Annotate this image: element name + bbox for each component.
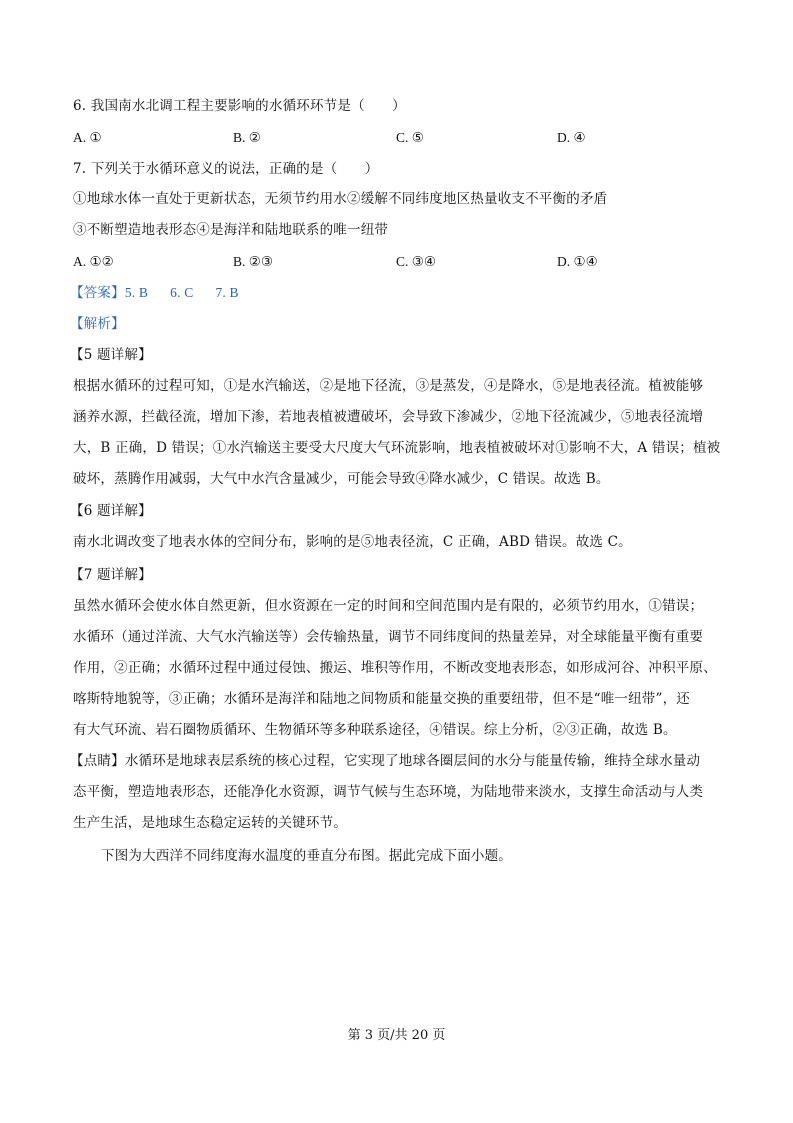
- answer-5: 5. B: [124, 285, 149, 300]
- detail-7-line: 有大气环流、岩石圈物质循环、生物循环等多种联系途径，④错误。综上分析，②③正确，故选 B。: [73, 722, 677, 738]
- next-section-intro: 下图为大西洋不同纬度海水温度的垂直分布图。据此完成下面小题。: [101, 848, 512, 864]
- detail-5-heading: 【5 题详解】: [70, 347, 152, 363]
- q6-option-c: C. ⑤: [396, 130, 424, 145]
- answer-label: 【答案】: [70, 285, 125, 301]
- question-7-statement-1: ①地球水体一直处于更新状态，无须节约用水②缓解不同纬度地区热量收支不平衡的矛盾: [73, 191, 608, 207]
- note-line-2: 态平衡，塑造地表形态，还能净化水资源，调节气候与生态环境，为陆地带来淡水，支撑生命活动与人类: [73, 784, 704, 800]
- detail-7-line: 虽然水循环会使水体自然更新，但水资源在一定的时间和空间范围内是有限的，必须节约用水，①错误；: [73, 598, 704, 614]
- question-7-stem: 7. 下列关于水循环意义的说法，正确的是（ ）: [73, 161, 379, 177]
- detail-5-line: 根据水循环的过程可知，①是水汽输送，②是地下径流，③是蒸发，④是降水，⑤是地表径流。植被能够: [73, 378, 704, 394]
- detail-5-line: 大，B 正确，D 错误；①水汽输送主要受大尺度大气环流影响，地表植被破坏对①影响不大，A 错误；植被: [73, 440, 721, 456]
- q7-option-b: B. ②③: [233, 254, 273, 269]
- note-label: 【点睛】: [70, 753, 125, 769]
- detail-7-line: 作用，②正确；水循环过程中通过侵蚀、搬运、堆积等作用，不断改变地表形态，如形成河谷、冲积平原、: [73, 660, 717, 676]
- detail-6-line: 南水北调改变了地表水体的空间分布，影响的是⑤地表径流，C 正确，ABD 错误。故选 C。: [73, 534, 632, 550]
- question-6-stem: 6. 我国南水北调工程主要影响的水循环环节是（ ）: [73, 98, 406, 114]
- detail-7-line: 喀斯特地貌等，③正确；水循环是海洋和陆地之间物质和能量交换的重要纽带，但不是“唯一纽带”，还: [73, 691, 691, 707]
- answer-line: [70, 283, 239, 303]
- q6-option-d: D. ④: [557, 130, 586, 145]
- q7-option-c: C. ③④: [396, 254, 436, 269]
- page-number: 第 3 页/共 20 页: [347, 1028, 446, 1043]
- note-line-1: [70, 751, 700, 771]
- analysis-label: 【解析】: [70, 316, 125, 332]
- q6-option-a: A. ①: [73, 130, 102, 145]
- q7-option-d: D. ①④: [557, 254, 598, 269]
- q6-option-b: B. ②: [233, 130, 261, 145]
- answer-7: 7. B: [215, 285, 239, 300]
- detail-7-line: 水循环（通过洋流、大气水汽输送等）会传输热量，调节不同纬度间的热量差异，对全球能量平衡有重要: [73, 629, 704, 645]
- detail-6-heading: 【6 题详解】: [70, 503, 152, 519]
- detail-5-line: 涵养水源，拦截径流，增加下渗，若地表植被遭破坏，会导致下渗减少，②地下径流减少，⑤地表径流增: [73, 409, 704, 425]
- question-7-statement-2: ③不断塑造地表形态④是海洋和陆地联系的唯一纽带: [73, 222, 389, 238]
- detail-5-line: 破坏，蒸腾作用减弱，大气中水汽含量减少，可能会导致④降水减少，C 错误。故选 B。: [73, 471, 610, 487]
- note-text: 水循环是地球表层系统的核心过程，它实现了地球各圈层间的水分与能量传输，维持全球水量动: [124, 753, 701, 769]
- q7-option-a: A. ①②: [73, 254, 114, 269]
- note-line-3: 生产生活，是地球生态稳定运转的关键环节。: [73, 815, 347, 831]
- detail-7-heading: 【7 题详解】: [70, 567, 152, 583]
- answer-6: 6. C: [170, 285, 194, 300]
